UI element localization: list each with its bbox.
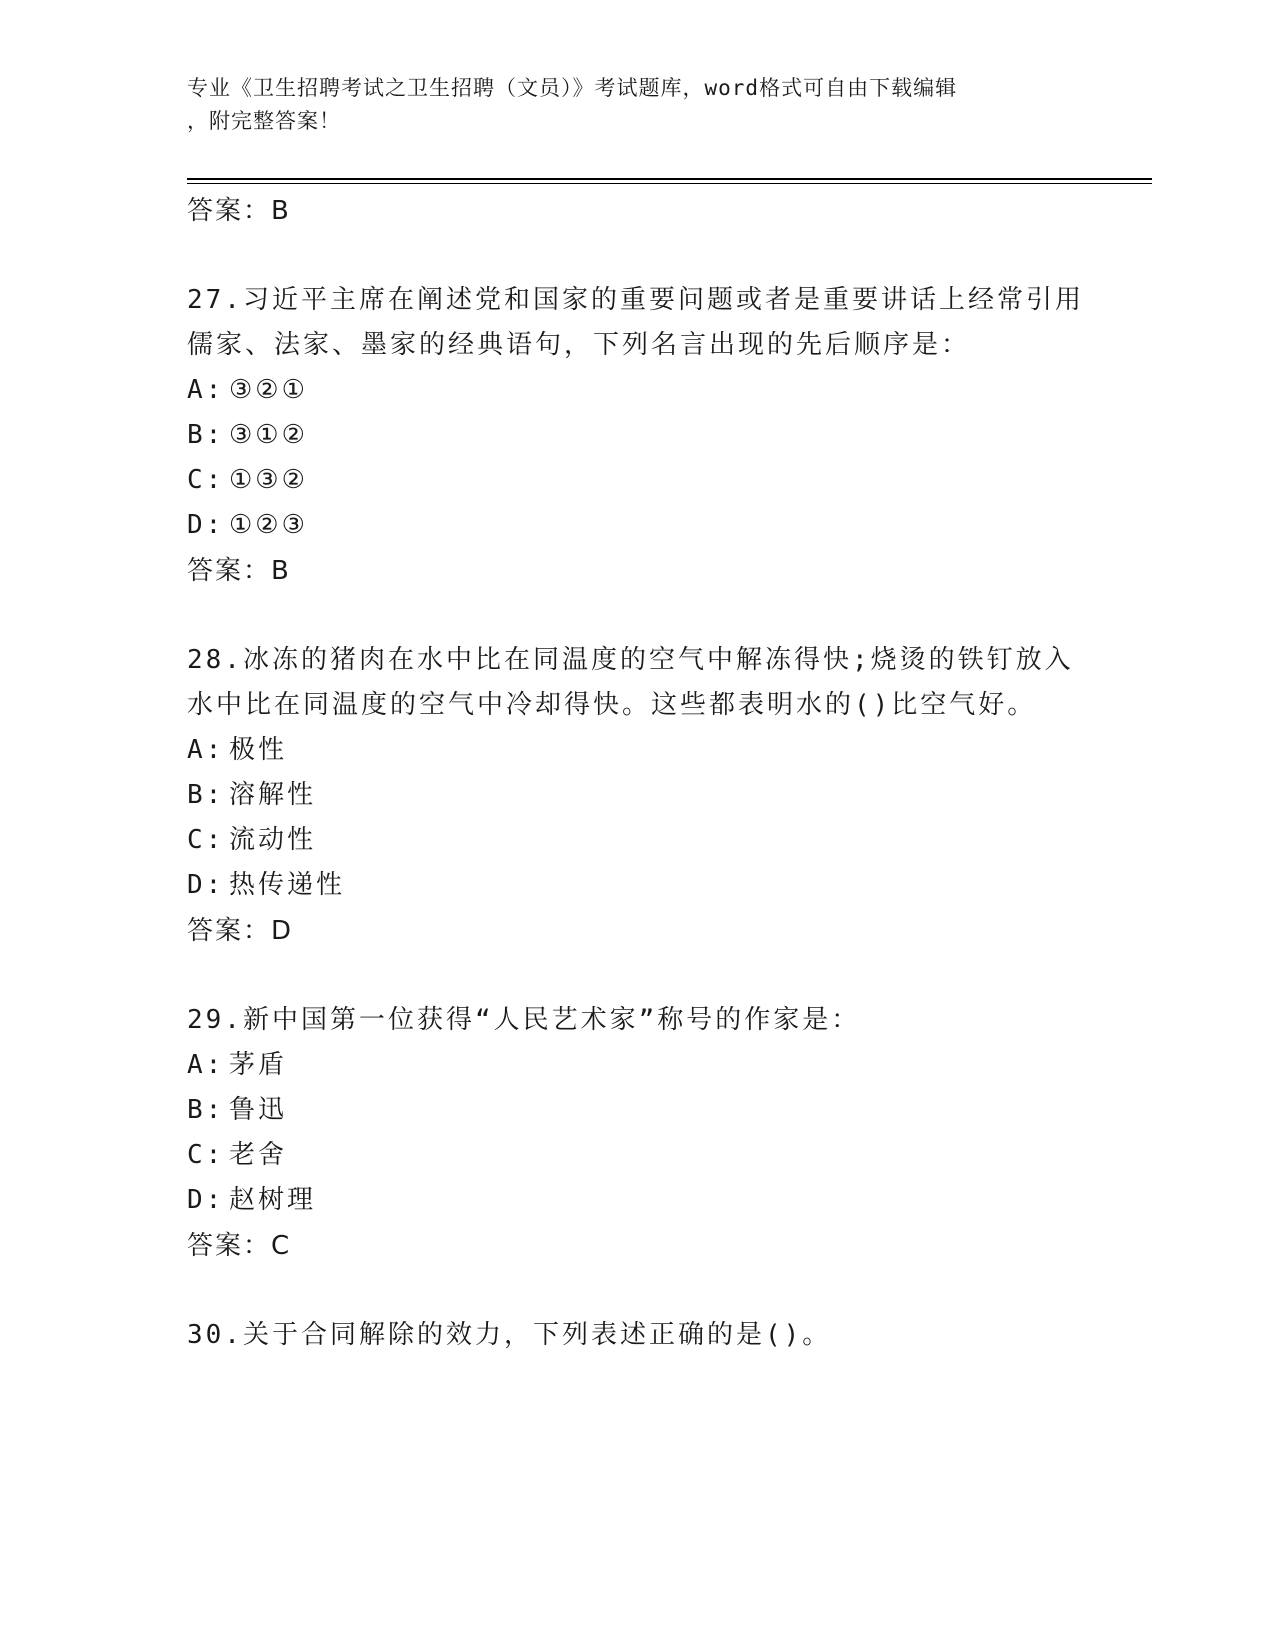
question-title: 28.冰冻的猪肉在水中比在同温度的空气中解冻得快;烧烫的铁钉放入水中比在同温度的空气中冷却得快。这些都表明水的()比空气好。 bbox=[187, 645, 1074, 720]
option-text: ③②① bbox=[229, 375, 308, 405]
option-letter: A: bbox=[187, 375, 225, 405]
option-b bbox=[187, 413, 1087, 458]
option-text: 茅盾 bbox=[229, 1050, 288, 1080]
option-d bbox=[187, 863, 1087, 908]
option-letter: D: bbox=[187, 870, 225, 900]
option-a bbox=[187, 728, 1087, 773]
answer-29: 答案：C bbox=[187, 1231, 292, 1261]
question-30 bbox=[187, 1313, 1087, 1358]
header-line-1: 专业《卫生招聘考试之卫生招聘（文员）》考试题库，word格式可自由下载编辑 bbox=[187, 76, 958, 100]
option-text: 鲁迅 bbox=[229, 1095, 288, 1125]
option-letter: A: bbox=[187, 735, 225, 765]
option-letter: B: bbox=[187, 780, 225, 810]
option-text: 流动性 bbox=[229, 825, 317, 855]
question-28 bbox=[187, 638, 1087, 954]
option-letter: C: bbox=[187, 465, 225, 495]
option-a bbox=[187, 1043, 1087, 1088]
question-title: 29.新中国第一位获得“人民艺术家”称号的作家是： bbox=[187, 1005, 861, 1035]
option-text: 溶解性 bbox=[229, 780, 317, 810]
option-d bbox=[187, 1178, 1087, 1223]
option-c bbox=[187, 1133, 1087, 1178]
answer-28: 答案：D bbox=[187, 916, 294, 946]
option-letter: D: bbox=[187, 510, 225, 540]
option-letter: D: bbox=[187, 1185, 225, 1215]
question-title: 30.关于合同解除的效力，下列表述正确的是()。 bbox=[187, 1320, 832, 1350]
option-letter: B: bbox=[187, 1095, 225, 1125]
option-c bbox=[187, 818, 1087, 863]
option-text: ①③② bbox=[229, 465, 308, 495]
option-text: ①②③ bbox=[229, 510, 308, 540]
question-27 bbox=[187, 278, 1087, 594]
option-d bbox=[187, 503, 1087, 548]
header-divider-thick bbox=[187, 178, 1152, 180]
header-line-2: ，附完整答案！ bbox=[187, 109, 341, 133]
answer-prev: 答案：B bbox=[187, 196, 291, 226]
answer-27: 答案：B bbox=[187, 556, 291, 586]
option-a bbox=[187, 368, 1087, 413]
question-list bbox=[187, 188, 1087, 1358]
option-letter: C: bbox=[187, 825, 225, 855]
option-b bbox=[187, 773, 1087, 818]
option-text: 赵树理 bbox=[229, 1185, 317, 1215]
option-text: ③①② bbox=[229, 420, 308, 450]
header-divider-thin bbox=[187, 183, 1152, 184]
option-letter: B: bbox=[187, 420, 225, 450]
document-header bbox=[187, 72, 1067, 138]
option-c bbox=[187, 458, 1087, 503]
option-text: 热传递性 bbox=[229, 870, 346, 900]
option-b bbox=[187, 1088, 1087, 1133]
option-letter: C: bbox=[187, 1140, 225, 1170]
option-letter: A: bbox=[187, 1050, 225, 1080]
option-text: 极性 bbox=[229, 735, 288, 765]
option-text: 老舍 bbox=[229, 1140, 288, 1170]
question-29 bbox=[187, 998, 1087, 1269]
question-title: 27.习近平主席在阐述党和国家的重要问题或者是重要讲话上经常引用儒家、法家、墨家的经典语句，下列名言出现的先后顺序是： bbox=[187, 285, 1084, 360]
